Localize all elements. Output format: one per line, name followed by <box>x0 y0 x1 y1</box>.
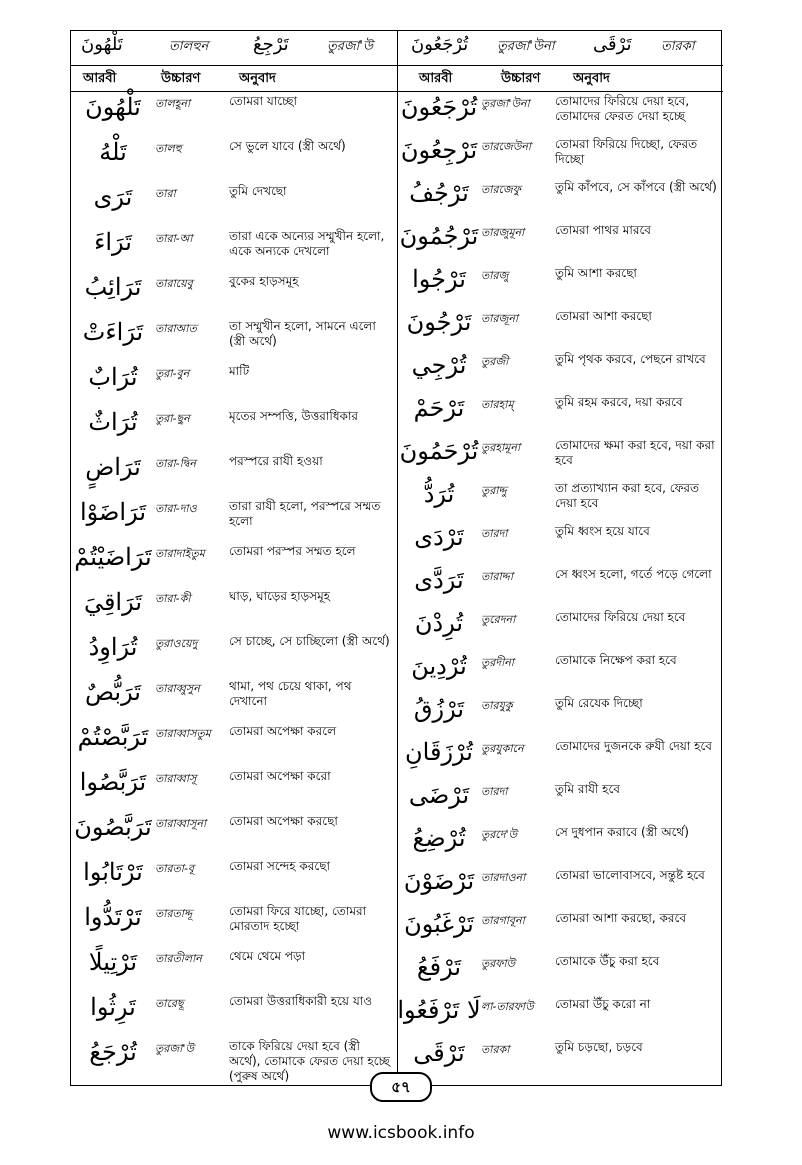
entry-meaning: তুমি রাযী হবে <box>555 782 620 796</box>
entry-meaning: তোমাদের ক্ষমা করা হবে, দয়া করা হবে <box>555 438 715 467</box>
entry-row <box>397 134 723 177</box>
entry-meaning: সে ধ্বংস হলো, গর্তে পড়ে গেলো <box>555 567 712 581</box>
entry-arabic: تُرَاثٌ <box>88 408 138 436</box>
entry-row <box>397 392 723 435</box>
entry-pronunciation: তালহূনা <box>155 97 191 110</box>
entry-meaning: তোমরা পাথর মারবে <box>555 223 651 237</box>
entry-pronunciation: তালহু <box>155 142 182 155</box>
entry-pronunciation: তারাদ্দা <box>481 570 514 583</box>
entry-row <box>397 736 723 779</box>
entry-row <box>71 811 397 856</box>
entry-row <box>397 951 723 994</box>
guide-translit-2: তারকা <box>661 39 695 54</box>
entry-meaning: তোমরা অপেক্ষা করলে <box>229 724 337 738</box>
entry-row <box>71 181 397 226</box>
entry-arabic: تُرْجِي <box>411 351 467 379</box>
entry-pronunciation: তুরাওয়েদু <box>155 637 198 650</box>
entry-pronunciation: তারা-দ্বিন <box>155 457 196 470</box>
entry-arabic: تَرَبَّصُونَ <box>74 813 152 841</box>
entry-row <box>397 693 723 736</box>
entry-arabic: تَرْتَدُّوا <box>84 903 142 931</box>
entry-meaning: তারা রাযী হলো, পরস্পরে সম্মত হলো <box>229 499 381 528</box>
entry-row <box>71 856 397 901</box>
guide-arabic-1: تُرْجَعُونَ <box>411 34 469 55</box>
entry-pronunciation: তারা <box>155 187 176 200</box>
entry-pronunciation: তারজু <box>481 269 509 282</box>
entry-pronunciation: তুরজী <box>481 355 509 368</box>
entry-pronunciation: তারাদাইতুম <box>155 547 205 560</box>
header-pronunciation: উচ্চারণ <box>501 71 541 86</box>
entry-pronunciation: তুরদীনা <box>481 656 514 669</box>
entry-arabic: تَرَاءَ <box>94 228 132 256</box>
entry-arabic: تَرْضَى <box>408 781 470 809</box>
entry-meaning: তুমি চড়ছো, চড়বে <box>555 1040 643 1054</box>
entry-arabic: تَرَدَّى <box>414 566 464 594</box>
entry-row <box>71 91 397 136</box>
entry-meaning: পরস্পরে রাযী হওয়া <box>229 454 323 468</box>
entry-pronunciation: তারহাম্ <box>481 398 514 411</box>
entry-arabic: تُرْحَمُونَ <box>399 437 479 465</box>
entry-row <box>71 316 397 361</box>
entry-row <box>71 406 397 451</box>
guide-translit-2: তুরজা'উ <box>327 39 374 54</box>
entry-pronunciation: তারজুমূনা <box>481 226 525 239</box>
entry-pronunciation: তারা-দাও <box>155 502 197 515</box>
entry-pronunciation: তারাব্বুসুন <box>155 682 200 695</box>
entry-pronunciation: তারতাদ্দূ <box>155 907 193 920</box>
entry-pronunciation: তুরফাউ <box>481 957 516 970</box>
entry-meaning: তোমাদের দুজনকে রুযী দেয়া হবে <box>555 739 712 753</box>
entry-meaning: তুমি ধ্বংস হয়ে যাবে <box>555 524 650 538</box>
entry-pronunciation: তারাব্বাসূ <box>155 772 197 785</box>
entry-arabic: تَرَاضَيْتُمْ <box>74 543 152 571</box>
entry-row <box>71 136 397 181</box>
entry-meaning: তোমাকে উঁচু করা হবে <box>555 954 660 968</box>
entry-pronunciation: তারাব্বাসূনা <box>155 817 207 830</box>
entry-meaning: তুমি কাঁপবে, সে কাঁপবে (স্ত্রী অর্থে) <box>555 180 717 194</box>
entry-arabic: تَرْجِعُونَ <box>400 136 478 164</box>
entry-list-left <box>71 91 397 1081</box>
column-header-right <box>397 65 723 92</box>
entry-arabic: تَرْتِيلًا <box>88 948 138 976</box>
entry-row <box>397 908 723 951</box>
entry-pronunciation: তুরা-বুন <box>155 367 190 380</box>
entry-meaning: তা সম্মুখীন হলো, সামনে এলো (স্ত্রী অর্থে) <box>229 319 376 348</box>
entry-arabic: تُرْجَعُ <box>89 1038 137 1066</box>
entry-row <box>397 865 723 908</box>
entry-pronunciation: তারেছূ <box>155 997 184 1010</box>
entry-row <box>71 271 397 316</box>
top-guide-bar-left <box>71 31 397 66</box>
entry-row <box>71 766 397 811</box>
dictionary-frame <box>70 30 722 1086</box>
entry-arabic: تَلْهُ <box>99 138 127 166</box>
entry-arabic: تُرَابٌ <box>88 363 138 391</box>
entry-meaning: ঘাড়, ঘাড়ের হাড়সমূহ <box>229 589 331 603</box>
entry-meaning: তুমি রহম করবে, দয়া করবে <box>555 395 683 409</box>
entry-row <box>71 496 397 541</box>
entry-row <box>71 991 397 1036</box>
entry-row <box>71 946 397 991</box>
entry-meaning: তোমরা উত্তরাধিকারী হয়ে যাও <box>229 994 373 1008</box>
entry-row <box>397 650 723 693</box>
entry-row <box>397 994 723 1037</box>
entry-pronunciation: তুরা-ছুন <box>155 412 190 425</box>
entry-row <box>397 220 723 263</box>
entry-meaning: তোমাদের ফিরিয়ে দেয়া হবে, তোমাদের ফেরত দেয়া হচ্ছে <box>555 94 690 123</box>
entry-arabic: تُرْزَقَانِ <box>405 738 473 766</box>
entry-pronunciation: তারকা <box>481 1043 510 1056</box>
entry-arabic: تَرْفَعُ <box>416 953 462 981</box>
entry-arabic: تَرْزُقُ <box>413 695 465 723</box>
header-meaning: অনুবাদ <box>573 71 610 86</box>
entry-meaning: তোমরা ফিরে যাচ্ছো, তোমরা মোরতাদ হচ্ছো <box>229 904 367 933</box>
entry-row <box>71 451 397 496</box>
entry-arabic: تُرْضِعُ <box>412 824 466 852</box>
entry-pronunciation: তারদাওনা <box>481 871 526 884</box>
entry-arabic: تَرَبَّصُوا <box>79 768 147 796</box>
entry-arabic: تُرِدْنَ <box>414 609 464 637</box>
entry-meaning: বুকের হাড়সমূহ <box>229 274 299 288</box>
entry-meaning: তারা একে অন্যের সম্মুখীন হলো, একে অন্যকে দেখলো <box>229 229 385 258</box>
top-guide-bar-right <box>397 31 723 66</box>
entry-row <box>71 361 397 406</box>
entry-arabic: تُرْجَعُونَ <box>400 93 478 121</box>
entry-pronunciation: তারায়েবু <box>155 277 193 290</box>
entry-pronunciation: তারজূনা <box>481 312 519 325</box>
entry-arabic: تَرَاقِيَ <box>83 588 143 616</box>
entry-meaning: তোমরা আশা করছো <box>555 309 652 323</box>
entry-meaning: তাকে ফিরিয়ে দেয়া হবে (স্ত্রী অর্থে), তোমাকে ফেরত দেয়া হচ্ছে (পুরুষ অর্থে) <box>229 1039 390 1083</box>
entry-pronunciation: তারা-কী <box>155 592 191 605</box>
guide-translit-1: তালহুন <box>169 39 209 54</box>
entry-meaning: তোমরা উঁচু করো না <box>555 997 651 1011</box>
entry-row <box>397 91 723 134</box>
entry-row <box>71 1036 397 1081</box>
entry-meaning: তোমরা পরস্পর সম্মত হলে <box>229 544 356 558</box>
guide-translit-1: তুরজা'উনা <box>497 39 555 54</box>
entry-arabic: تَلْهُونَ <box>85 93 141 121</box>
entry-row <box>397 478 723 521</box>
entry-meaning: মাটি <box>229 364 250 378</box>
entry-pronunciation: তারযুকু <box>481 699 513 712</box>
guide-arabic-2: تَرْقَى <box>593 34 632 55</box>
entry-pronunciation: তারতীলান <box>155 952 202 965</box>
entry-arabic: تَرْقَى <box>413 1039 465 1067</box>
entry-arabic: تَرْجُمُونَ <box>399 222 479 250</box>
entry-pronunciation: তুরযুকানে <box>481 742 524 755</box>
entry-row <box>397 263 723 306</box>
entry-row <box>397 521 723 564</box>
entry-pronunciation: তারদা <box>481 785 508 798</box>
header-arabic: আরবী <box>419 71 453 86</box>
entry-row <box>397 779 723 822</box>
entry-meaning: তুমি রেযেক দিচ্ছো <box>555 696 643 710</box>
entry-meaning: তোমরা আশা করছো, করবে <box>555 911 686 925</box>
entry-arabic: تَرْضَوْنَ <box>403 867 475 895</box>
entry-arabic: تَرَاضٍ <box>85 453 141 481</box>
guide-arabic-2: تَرْجِعُ <box>253 34 289 55</box>
right-column <box>397 31 723 1085</box>
entry-row <box>71 721 397 766</box>
entry-arabic: تُرَدُّ <box>423 480 455 508</box>
entry-arabic: تَرْجُونَ <box>406 308 472 336</box>
entry-pronunciation: তারদা <box>481 527 508 540</box>
entry-meaning: তোমরা ভালোবাসবে, সন্তুষ্ট হবে <box>555 868 705 882</box>
entry-arabic: تَرَبُّصٌ <box>84 678 141 706</box>
entry-meaning: তোমরা যাচ্ছো <box>229 94 297 108</box>
entry-row <box>397 1037 723 1080</box>
footer-url: www.icsbook.info <box>327 1123 475 1143</box>
page-number: ৫৭ <box>370 1072 432 1102</box>
entry-row <box>71 901 397 946</box>
entry-pronunciation: তারাব্বাসতুম <box>155 727 211 740</box>
entry-arabic: تَرْجُفُ <box>409 179 469 207</box>
entry-meaning: তোমরা সন্দেহ করছো <box>229 859 330 873</box>
entry-row <box>397 607 723 650</box>
entry-meaning: তুমি পৃথক করবে, পেছনে রাখবে <box>555 352 706 366</box>
entry-arabic: تَرْجُوا <box>412 265 466 293</box>
entry-arabic: تَرْغَبُونَ <box>404 910 474 938</box>
entry-meaning: থামা, পথ চেয়ে থাকা, পথ দেখানো <box>229 679 352 708</box>
entry-row <box>397 306 723 349</box>
entry-pronunciation: তারগাবূনা <box>481 914 525 927</box>
entry-row <box>71 631 397 676</box>
entry-row <box>71 541 397 586</box>
entry-row <box>397 177 723 220</box>
entry-meaning: তোমরা অপেক্ষা করো <box>229 769 331 783</box>
header-arabic: আরবী <box>83 71 117 86</box>
entry-row <box>397 822 723 865</box>
entry-row <box>71 226 397 271</box>
entry-meaning: তোমাদের ফিরিয়ে দেয়া হবে <box>555 610 686 624</box>
entry-list-right <box>397 91 723 1080</box>
entry-arabic: تَرَى <box>93 183 133 211</box>
entry-arabic: تَرَبَّصْتُمْ <box>77 723 149 751</box>
entry-meaning: তা প্রত্যাখ্যান করা হবে, ফেরত দেয়া হবে <box>555 481 700 510</box>
entry-meaning: সে ভুলে যাবে (স্ত্রী অর্থে) <box>229 139 346 153</box>
entry-arabic: تَرْدَى <box>414 523 464 551</box>
entry-arabic: تَرْحَمْ <box>413 394 465 422</box>
entry-pronunciation: তারা-আ <box>155 232 193 245</box>
entry-row <box>397 435 723 478</box>
entry-pronunciation: তুরেদনা <box>481 613 516 626</box>
entry-arabic: تَرِثُوا <box>90 993 136 1021</box>
entry-arabic: تَرَائِبُ <box>84 273 142 301</box>
entry-arabic: تَرَاضَوْا <box>79 498 147 526</box>
entry-pronunciation: তারতা-বূ <box>155 862 195 875</box>
header-meaning: অনুবাদ <box>239 71 276 86</box>
entry-meaning: তুমি আশা করছো <box>555 266 637 280</box>
entry-pronunciation: তারাআত <box>155 322 197 335</box>
entry-arabic: تَرْتَابُوا <box>83 858 143 886</box>
entry-meaning: তোমরা ফিরিয়ে দিচ্ছো, ফেরত দিচ্ছো <box>555 137 698 166</box>
entry-meaning: থেমে থেমে পড়া <box>229 949 306 963</box>
entry-meaning: তোমরা অপেক্ষা করছো <box>229 814 338 828</box>
entry-meaning: তোমাকে নিক্ষেপ করা হবে <box>555 653 677 667</box>
entry-pronunciation: তুরাদ্দু <box>481 484 507 497</box>
entry-pronunciation: তারজেউনা <box>481 140 532 153</box>
entry-meaning: মৃতের সম্পত্তি, উত্তরাধিকার <box>229 409 359 423</box>
entry-pronunciation: তুরহামূনা <box>481 441 521 454</box>
entry-row <box>71 676 397 721</box>
entry-meaning: সে দুধপান করাবে (স্ত্রী অর্থে) <box>555 825 689 839</box>
guide-arabic-1: تَلْهُونَ <box>81 34 123 55</box>
entry-arabic: لَا تَرْفَعُوا <box>397 996 481 1024</box>
left-column <box>71 31 398 1085</box>
entry-arabic: تُرَاوِدُ <box>88 633 138 661</box>
entry-row <box>397 564 723 607</box>
entry-meaning: তুমি দেখছো <box>229 184 287 198</box>
entry-pronunciation: তারজেফু <box>481 183 521 196</box>
entry-arabic: تَرَاءَتْ <box>82 318 144 346</box>
entry-pronunciation: তুরজা'উনা <box>481 97 530 110</box>
entry-arabic: تُرْدِينَ <box>411 652 467 680</box>
entry-pronunciation: তুরজা'উ <box>155 1042 194 1055</box>
entry-pronunciation: লা-তারফাউ <box>481 1000 534 1013</box>
column-header-left <box>71 65 397 92</box>
entry-meaning: সে চাচ্ছে, সে চাচ্ছিলো (স্ত্রী অর্থে) <box>229 634 390 648</box>
entry-row <box>71 586 397 631</box>
entry-pronunciation: তুরদে'উ <box>481 828 518 841</box>
entry-row <box>397 349 723 392</box>
header-pronunciation: উচ্চারণ <box>161 71 201 86</box>
